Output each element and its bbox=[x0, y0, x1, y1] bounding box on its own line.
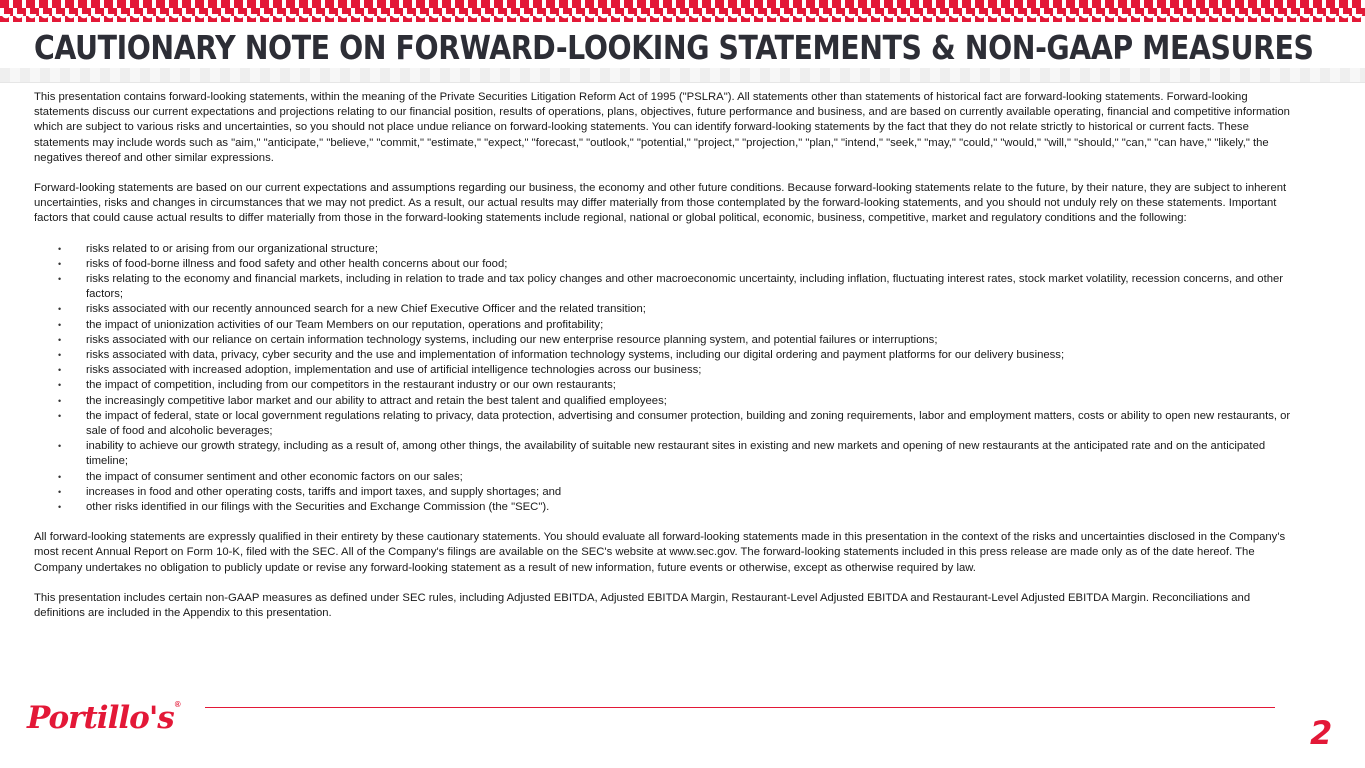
list-item: • the impact of federal, state or local government regulations relating to privacy, data protection, advertising and consumer protection, building and zoning requirements, labor and employment matters, costs or ability to open new restaurants, or sale of food and alcoholic beverages; bbox=[34, 409, 1304, 439]
footer-divider bbox=[205, 707, 1275, 708]
list-item: • risks associated with data, privacy, cyber security and the use and implementation of information technology systems, including our digital ordering and payment platforms for our delivery business; bbox=[34, 348, 1304, 363]
list-item: • the impact of unionization activities of our Team Members on our reputation, operations and profitability; bbox=[34, 318, 1304, 333]
list-item: • the increasingly competitive labor market and our ability to attract and retain the best talent and qualified employees; bbox=[34, 394, 1304, 409]
list-item: • risks of food-borne illness and food safety and other health concerns about our food; bbox=[34, 257, 1304, 272]
list-item: • risks associated with our recently announced search for a new Chief Executive Officer and the related transition; bbox=[34, 302, 1304, 317]
assumptions-paragraph: Forward-looking statements are based on our current expectations and assumptions regarding our business, the economy and other future conditions. Because forward-looking statements relate to the future, by their nature, they are subject to inherent uncertainties, risks and changes in circumstances that we may not predict. As a result, our actual results may differ materially from those contemplated by the forward-looking statements, and you should not unduly rely on these statements. Important factors that could cause actual results to differ materially from those in the forward-looking statements include regional, national or global political, economic, business, competitive, market and regulatory conditions and the following: bbox=[34, 182, 1287, 225]
list-item: • risks associated with our reliance on certain information technology systems, including our new enterprise resource planning system, and potential failures or interruptions; bbox=[34, 333, 1304, 348]
intro-paragraph: This presentation contains forward-looking statements, within the meaning of the Private Securities Litigation Reform Act of 1995 ("PSLRA"). All statements other than statements of historical fact are forward-looking statements. Forward-looking statements discuss our current expectations and projections relating to our financial position, results of operations, plans, objectives, future performance and business, and are based on currently available operating, financial and competitive information which are subject to various risks and uncertainties, so you should not place undue reliance on forward-looking statements. You can identify forward-looking statements by the fact that they do not relate strictly to historical or current facts. These statements may include words such as "aim," "anticipate," "believe," "commit," "estimate," "expect," "forecast," "outlook," "potential," "project," "projection," "plan," "intend," "seek," "may," "could," "would," "will," "should," "can," "can have," "likely," the negatives thereof and other similar expressions. bbox=[34, 91, 1290, 164]
list-item: • the impact of consumer sentiment and other economic factors on our sales; bbox=[34, 470, 1304, 485]
title-underline-pattern bbox=[0, 68, 1365, 83]
decorative-top-border bbox=[0, 0, 1365, 22]
qualification-paragraph: All forward-looking statements are expressly qualified in their entirety by these cautionary statements. You should evaluate all forward-looking statements made in this presentation in the context of the risks and uncertainties disclosed in the Company's most recent Annual Report on Form 10-K, filed with the SEC. All of the Company's filings are available on the SEC's website at www.sec.gov. The forward-looking statements included in this press release are made only as of the date hereof. The Company undertakes no obligation to publicly update or revise any forward-looking statement as a result of new information, future events or otherwise, except as otherwise required by law. bbox=[34, 531, 1286, 574]
logo-text: Portillo's bbox=[27, 700, 174, 736]
non-gaap-paragraph: This presentation includes certain non-GAAP measures as defined under SEC rules, including Adjusted EBITDA, Adjusted EBITDA Margin, Restaurant-Level Adjusted EBITDA and Restaurant-Level Adjusted EBITDA Margin. Reconciliations and definitions are included in the Appendix to this presentation. bbox=[34, 591, 1251, 620]
registered-mark: ® bbox=[174, 700, 180, 709]
list-item: • risks related to or arising from our organizational structure; bbox=[34, 242, 1304, 257]
list-item: • other risks identified in our filings with the Securities and Exchange Commission (the "SEC"). bbox=[34, 500, 1304, 515]
list-item: • risks associated with increased adoption, implementation and use of artificial intelligence technologies across our business; bbox=[34, 363, 1304, 378]
list-item: • increases in food and other operating costs, tariffs and import taxes, and supply shortages; and bbox=[34, 485, 1304, 500]
disclaimer-body bbox=[34, 90, 1304, 636]
list-item: • risks relating to the economy and financial markets, including in relation to trade and tax policy changes and other macroeconomic uncertainty, including inflation, fluctuating interest rates, stock market volatility, recession concerns, and other factors; bbox=[34, 272, 1304, 302]
page-number: 2 bbox=[1310, 714, 1333, 752]
portillos-logo bbox=[27, 700, 180, 736]
list-item: • the impact of competition, including from our competitors in the restaurant industry or our own restaurants; bbox=[34, 378, 1304, 393]
page-title: CAUTIONARY NOTE ON FORWARD-LOOKING STATEMENTS & NON-GAAP MEASURES bbox=[34, 28, 1314, 67]
risk-factor-list bbox=[34, 242, 1304, 516]
list-item: • inability to achieve our growth strategy, including as a result of, among other things, the availability of suitable new restaurant sites in existing and new markets and opening of new restaurants at the anticipated rate and on the anticipated timeline; bbox=[34, 439, 1304, 469]
